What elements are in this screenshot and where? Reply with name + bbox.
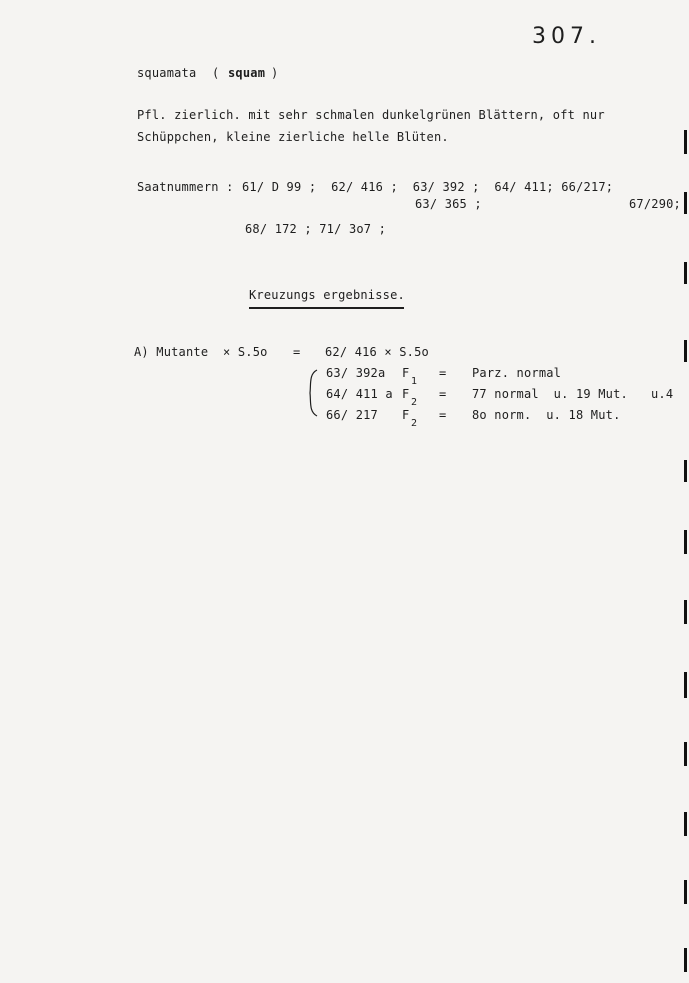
row-1-gen: F: [402, 366, 410, 380]
species-abbr: squam: [228, 66, 266, 80]
description-line-2: Schüppchen, kleine zierliche helle Blüten.: [137, 130, 449, 144]
row-3-equals: =: [439, 408, 447, 422]
heading-underline: [249, 307, 404, 309]
binding-mark: [684, 600, 687, 624]
row-2-gen: F: [402, 387, 410, 401]
binding-mark: [684, 460, 687, 482]
binding-mark: [684, 340, 687, 362]
row-1-id: 63/ 392a: [326, 366, 386, 380]
seed-label: Saatnummern :: [137, 180, 234, 194]
seed-line-3: 68/ 172 ; 71/ 3o7 ;: [245, 222, 387, 236]
binding-mark: [684, 880, 687, 904]
cross-a-result: 62/ 416 × S.5o: [325, 345, 429, 359]
species-name: squamata: [137, 66, 197, 80]
cross-a-equals: =: [293, 345, 301, 359]
seed-line-2-right: 67/290;: [629, 197, 681, 211]
seed-line-2-mid: 63/ 365 ;: [415, 197, 482, 211]
page-number: 307.: [532, 24, 601, 49]
row-3-gen: F: [402, 408, 410, 422]
seed-line-1: 61/ D 99 ; 62/ 416 ; 63/ 392 ; 64/ 411; 66/217;: [242, 180, 614, 194]
row-3-gen-sub: 2: [411, 418, 418, 429]
crossing-heading: Kreuzungs ergebnisse.: [249, 288, 405, 302]
binding-mark: [684, 530, 687, 554]
binding-mark: [684, 130, 687, 154]
binding-mark: [684, 672, 687, 698]
row-2-equals: =: [439, 387, 447, 401]
abbr-close: ): [271, 66, 279, 80]
binding-mark: [684, 948, 687, 972]
binding-mark: [684, 742, 687, 766]
row-3-result: 8o norm. u. 18 Mut.: [472, 408, 621, 422]
row-1-gen-sub: 1: [411, 376, 418, 387]
binding-mark: [684, 192, 687, 214]
binding-mark: [684, 812, 687, 836]
row-1-equals: =: [439, 366, 447, 380]
row-2-id: 64/ 411 a: [326, 387, 393, 401]
row-2-extra: u.4: [651, 387, 674, 401]
cross-a-label: A) Mutante: [134, 345, 209, 359]
description-line-1: Pfl. zierlich. mit sehr schmalen dunkelgrünen Blättern, oft nur: [137, 108, 605, 122]
row-2-gen-sub: 2: [411, 397, 418, 408]
abbr-open: (: [212, 66, 220, 80]
cross-a-parent: × S.5o: [223, 345, 268, 359]
row-1-result: Parz. normal: [472, 366, 562, 380]
row-3-id: 66/ 217: [326, 408, 378, 422]
binding-mark: [684, 262, 687, 284]
row-2-result: 77 normal u. 19 Mut.: [472, 387, 628, 401]
bracket-icon: [305, 368, 319, 418]
